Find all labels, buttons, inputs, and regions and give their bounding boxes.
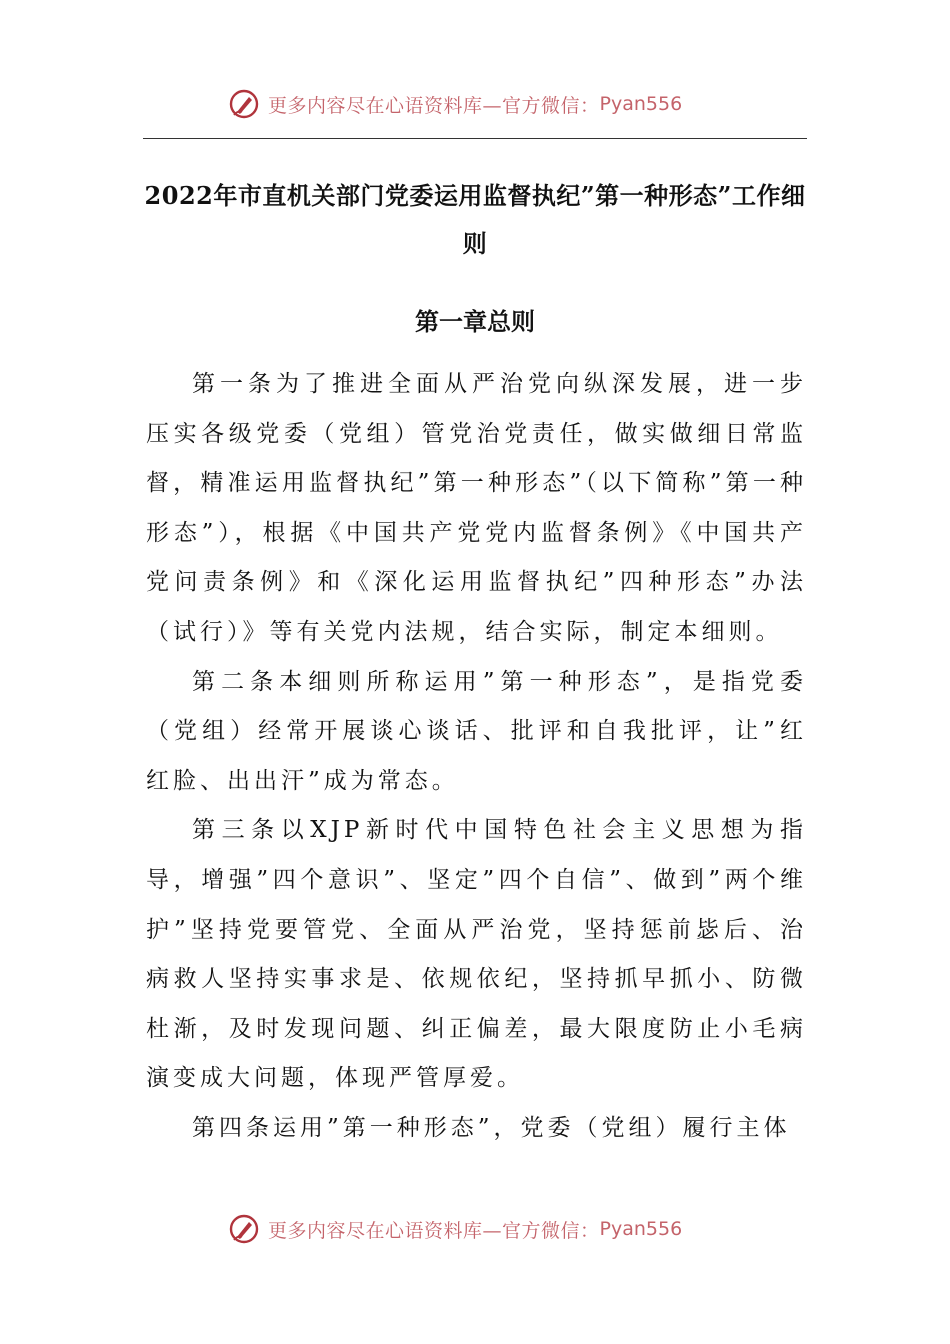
document-title: 2022年市直机关部门党委运用监督执纪”第一种形态”工作细则 (144, 181, 806, 258)
chapter-heading: 第一章总则 (415, 307, 535, 336)
article-4-paragraph: 第四条运用”第一种形态”，党委（党组）履行主体 (192, 1114, 791, 1141)
pen-circle-logo-icon (228, 88, 260, 120)
pen-circle-logo-icon (228, 1213, 260, 1245)
watermark-wechat-id: Pyan556 (599, 1218, 683, 1240)
watermark-header (228, 86, 682, 122)
header-divider (143, 138, 807, 139)
watermark-text: 更多内容尽在心语资料库—官方微信： (268, 1219, 600, 1242)
article-1-paragraph: 第一条为了推进全面从严治党向纵深发展，进一步压实各级党委（党组）管党治党责任，做实做细日常监督，精准运用监督执纪”第一种形态”（以下简称”第一种形态”），根据《中国共产党党内监督条例》《中国共产党问责条例》和《深化运用监督执纪”四种形态”办法（试行）》等有关党内法规，结合实际，制定本细则。 (146, 371, 807, 645)
watermark-footer (228, 1211, 682, 1247)
watermark-text: 更多内容尽在心语资料库—官方微信： (268, 94, 600, 117)
article-2-paragraph: 第二条本细则所称运用”第一种形态”，是指党委（党组）经常开展谈心谈话、批评和自我批评，让”红红脸、出出汗”成为常态。 (146, 668, 807, 794)
document-body (146, 360, 807, 1154)
article-3-paragraph: 第三条以XJP新时代中国特色社会主义思想为指导，增强”四个意识”、坚定”四个自信”、做到”两个维护”坚持党要管党、全面从严治党，坚持惩前毖后、治病救人坚持实事求是、依规依纪，坚持抓早抓小、防微杜渐，及时发现问题、纠正偏差，最大限度防止小毛病演变成大问题，体现严管厚爱。 (146, 817, 807, 1092)
watermark-wechat-id: Pyan556 (599, 93, 683, 115)
